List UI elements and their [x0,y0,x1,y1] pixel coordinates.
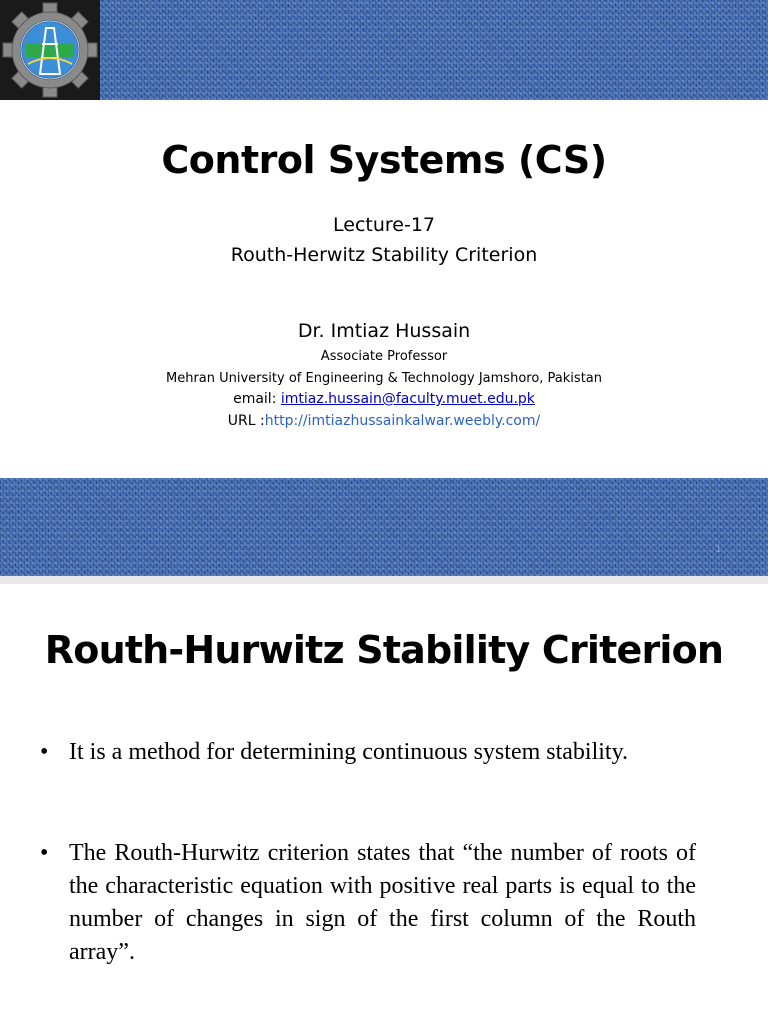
slide-separator [0,576,768,584]
url-label: URL : [227,413,265,429]
author-name: Dr. Imtiaz Hussain [297,320,471,342]
bullet-text: It is a method for determining continuous system stability. [69,739,629,765]
bullet-item [40,736,696,769]
slide-number: 1 [716,544,722,554]
bullet-text: The Routh-Hurwitz criterion states that “the number of roots of the characteristic equation with positive real parts is equal to the number of changes in sign of the first column of the Routh array”. [69,840,696,965]
slide-title: Routh-Hurwitz Stability Criterion [44,628,724,672]
footer-texture-band [0,478,768,576]
lecture-subtitle: Routh-Herwitz Stability Criterion [230,244,538,266]
university-logo [0,0,100,100]
content-slide [0,584,768,1024]
author-affiliation: Mehran University of Engineering & Technology Jamshoro, Pakistan [165,371,602,386]
lecture-number: Lecture-17 [333,214,435,236]
website-link[interactable]: http://imtiazhussainkalwar.weebly.com/ [264,413,541,429]
email-label: email: [233,391,281,407]
bullet-marker: • [40,739,49,765]
bullet-item [40,837,696,969]
author-role: Associate Professor [320,349,448,364]
header-texture-band [0,0,768,100]
email-line [0,391,768,407]
gear-emblem-icon [0,0,100,100]
bullet-marker: • [40,840,49,866]
email-link[interactable]: imtiaz.hussain@faculty.muet.edu.pk [280,391,535,407]
course-title: Control Systems (CS) [161,138,607,182]
url-line [0,413,768,429]
